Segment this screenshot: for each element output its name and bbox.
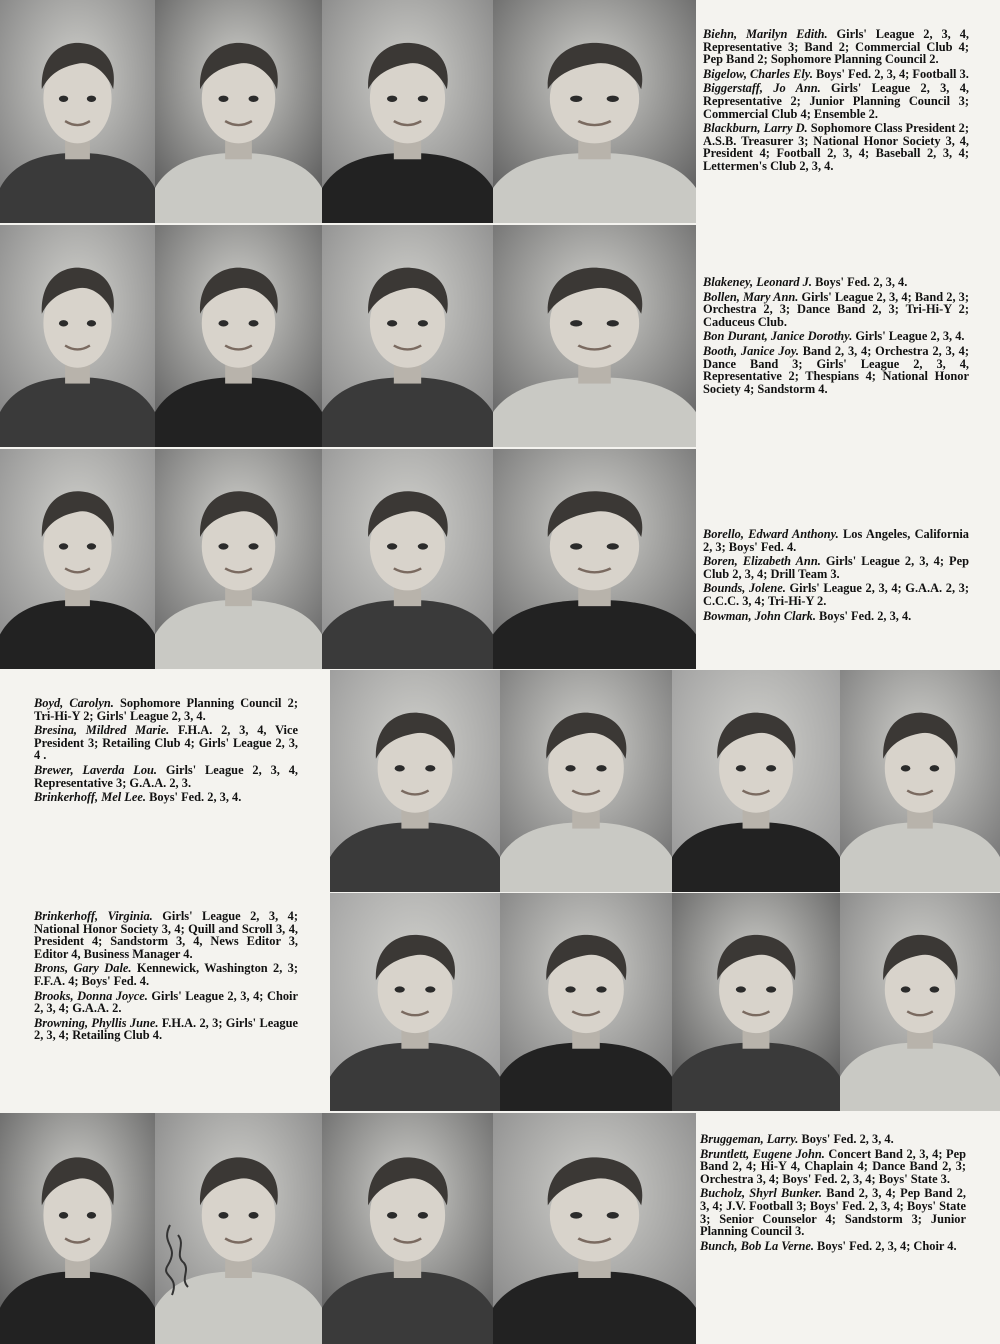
caption-block-1: [703, 28, 969, 175]
student-activities: Boys' Fed. 2, 3, 4.: [798, 1132, 894, 1146]
caption-entry: [34, 990, 298, 1015]
student-activities: Girls' League 2, 3, 4; National Honor Society 3, 4; Quill and Scroll 3, 4, President 4; Sandstorm 3, 4, News Editor 3, Editor 4, Business Manager 4.: [34, 909, 298, 961]
student-portrait: [672, 670, 840, 892]
caption-entry: [34, 910, 298, 960]
student-activities: Los Angeles, California 2, 3; Boys' Fed. 4.: [703, 527, 969, 554]
student-activities: Girls' League 2, 3, 4; Choir 2, 3, 4; G.A.A. 2.: [34, 988, 298, 1016]
student-activities: Girls' League 2, 3, 4.: [852, 329, 965, 344]
student-activities: Boys' Fed. 2, 3, 4.: [815, 608, 912, 623]
caption-entry: [34, 962, 298, 987]
student-portrait: [0, 1113, 155, 1344]
student-portrait: [330, 670, 500, 892]
student-name: Blakeney, Leonard J.: [703, 275, 812, 289]
student-name: Bounds, Jolene.: [703, 581, 786, 596]
student-activities: Sophomore Planning Council 2; Tri-Hi-Y 2; Girls' League 2, 3, 4.: [34, 696, 298, 723]
student-name: Borello, Edward Anthony.: [703, 527, 839, 541]
student-portrait: [322, 1113, 493, 1344]
student-activities: Boys' Fed. 2, 3, 4; Choir 4.: [813, 1238, 957, 1253]
student-activities: Girls' League 2, 3, 4; Band 2, 3; Orchestra 2, 3; Dance Band 2, 3; Tri-Hi-Y 2; Caduceus Club.: [703, 289, 969, 329]
caption-entry: [700, 1148, 966, 1186]
student-portrait: [500, 670, 672, 892]
caption-entry: [703, 528, 969, 553]
caption-block-6: [700, 1133, 966, 1254]
caption-entry: [703, 82, 969, 120]
student-activities: Boys' Fed. 2, 3, 4.: [811, 275, 908, 289]
student-activities: Girls' League 2, 3, 4; Pep Club 2, 3, 4; Drill Team 3.: [703, 554, 969, 581]
student-name: Bowman, John Clark.: [703, 608, 816, 623]
caption-entry: [703, 345, 969, 395]
student-portrait: [322, 449, 493, 669]
student-portrait: [322, 0, 493, 223]
caption-entry: [703, 122, 969, 172]
caption-entry: [700, 1133, 966, 1146]
student-name: Bigelow, Charles Ely.: [703, 66, 813, 81]
student-name: Booth, Janice Joy.: [703, 343, 799, 358]
student-activities: Girls' League 2, 3, 4, Representative 2; Junior Planning Council 3; Commercial Club 4; Ensemble 2.: [703, 81, 970, 121]
caption-entry: [34, 764, 298, 789]
student-name: Bruntlett, Eugene John.: [700, 1146, 825, 1161]
caption-entry: [700, 1187, 966, 1237]
student-name: Biehn, Marilyn Edith.: [703, 27, 828, 41]
student-name: Brooks, Donna Joyce.: [34, 988, 148, 1003]
student-name: Bon Durant, Janice Dorothy.: [703, 329, 853, 344]
student-portrait: [840, 670, 1000, 892]
student-name: Bruggeman, Larry.: [700, 1132, 799, 1146]
student-portrait: [500, 893, 672, 1111]
student-name: Brewer, Laverda Lou.: [34, 762, 158, 777]
student-activities: Boys' Fed. 2, 3, 4.: [145, 790, 242, 805]
student-name: Biggerstaff, Jo Ann.: [703, 81, 821, 96]
student-activities: Kennewick, Washington 2, 3; F.F.A. 4; Boys' Fed. 4.: [34, 961, 299, 988]
student-activities: Band 2, 3, 4; Pep Band 2, 3, 4; J.V. Football 3; Boys' Fed. 2, 3, 4; Boys' State 3; Senior Counselor 4; Sandstorm 3; Junior Planning Council 3.: [700, 1186, 966, 1239]
student-portrait: [840, 893, 1000, 1111]
student-name: Browning, Phyllis June.: [34, 1015, 159, 1030]
student-portrait: [155, 449, 322, 669]
caption-entry: [34, 697, 298, 722]
student-name: Boren, Elizabeth Ann.: [703, 554, 821, 569]
caption-entry: [34, 1017, 298, 1042]
caption-entry: [34, 791, 298, 804]
student-name: Bucholz, Shyrl Bunker.: [700, 1186, 823, 1201]
caption-block-2: [703, 276, 969, 397]
student-activities: Concert Band 2, 3, 4; Pep Band 2, 4; Hi-Y 4, Chaplain 4; Dance Band 2, 3; Orchestra 3, 4; Boys' Fed. 2, 3, 4; Boys' State 3.: [700, 1146, 966, 1186]
student-portrait: [672, 893, 840, 1111]
caption-entry: [700, 1240, 966, 1253]
student-name: Bresina, Mildred Marie.: [34, 723, 170, 738]
student-activities: Girls' League 2, 3, 4, Representative 3; Band 2; Commercial Club 4; Pep Band 2; Sophomore Planning Council 2.: [703, 27, 969, 67]
student-portrait: [155, 0, 322, 223]
caption-entry: [703, 28, 969, 66]
student-portrait: [0, 225, 155, 447]
student-name: Brinkerhoff, Virginia.: [34, 909, 153, 923]
student-portrait: [493, 225, 696, 447]
caption-entry: [703, 330, 969, 343]
caption-block-4: [34, 697, 298, 806]
student-name: Brons, Gary Dale.: [34, 961, 132, 976]
student-portrait: [493, 0, 696, 223]
student-activities: Band 2, 3, 4; Orchestra 2, 3, 4; Dance Band 3; Girls' League 2, 3, 4, Representative 2; Thespians 4; National Honor Society 4; Sandstorm 4.: [703, 343, 969, 396]
student-name: Boyd, Carolyn.: [34, 696, 114, 710]
caption-entry: [703, 582, 969, 607]
caption-entry: [703, 276, 969, 289]
caption-entry: [703, 555, 969, 580]
student-activities: Girls' League 2, 3, 4; G.A.A. 2, 3; C.C.C. 3, 4; Tri-Hi-Y 2.: [703, 581, 969, 608]
student-name: Brinkerhoff, Mel Lee.: [34, 790, 146, 805]
student-name: Blackburn, Larry D.: [703, 121, 808, 136]
caption-block-3: [703, 528, 969, 624]
student-portrait: [493, 449, 696, 669]
handwritten-signature: [150, 1215, 210, 1315]
student-portrait: [155, 225, 322, 447]
student-portrait: [0, 0, 155, 223]
student-activities: Boys' Fed. 2, 3, 4; Football 3.: [812, 66, 969, 81]
student-activities: F.H.A. 2, 3, 4, Vice President 3; Retailing Club 4; Girls' League 2, 3, 4 .: [34, 723, 298, 763]
caption-entry: [703, 291, 969, 329]
caption-entry: [703, 610, 969, 623]
student-portrait: [322, 225, 493, 447]
student-name: Bollen, Mary Ann.: [703, 289, 799, 304]
student-activities: Sophomore Class President 2; A.S.B. Treasurer 3; National Honor Society 3, 4, President 4; Football 2, 3, 4; Baseball 2, 3, 4; Lettermen's Club 2, 3, 4.: [703, 121, 969, 173]
student-portrait: [330, 893, 500, 1111]
caption-block-5: [34, 910, 298, 1044]
student-portrait: [0, 449, 155, 669]
caption-entry: [34, 724, 298, 762]
student-portrait: [493, 1113, 696, 1344]
student-name: Bunch, Bob La Verne.: [700, 1238, 814, 1253]
student-activities: Girls' League 2, 3, 4, Representative 3; G.A.A. 2, 3.: [34, 762, 299, 790]
caption-entry: [703, 68, 969, 81]
student-activities: F.H.A. 2, 3; Girls' League 2, 3, 4; Retailing Club 4.: [34, 1015, 298, 1043]
